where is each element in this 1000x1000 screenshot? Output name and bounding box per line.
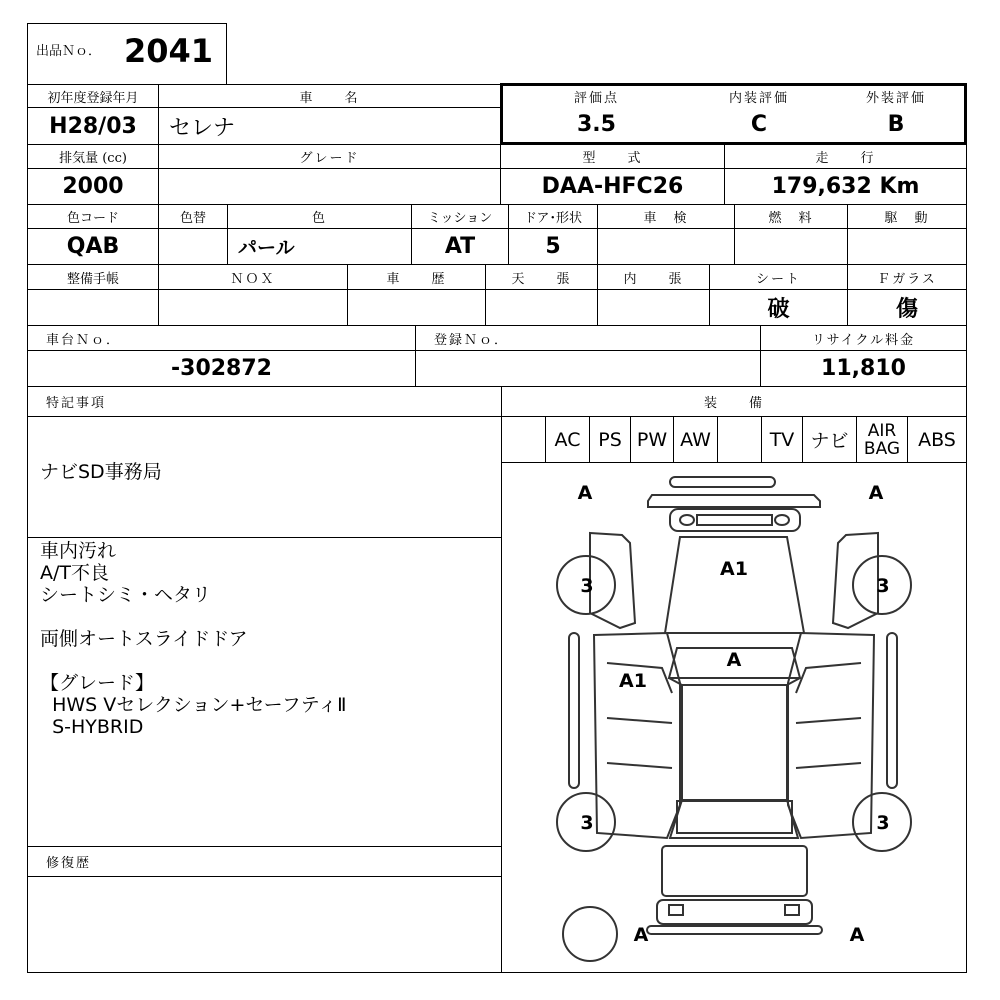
door-label: ドア･形状 <box>508 204 598 229</box>
equipment-label: 装 備 <box>501 386 967 417</box>
grade-label: グレード <box>158 144 501 169</box>
tire-front-left: 3 <box>580 575 594 597</box>
special-notes-label: 特記事項 <box>27 386 502 417</box>
chassis-value: -302872 <box>27 350 416 387</box>
equip-tv: TV <box>761 416 803 463</box>
color-label: 色 <box>227 204 412 229</box>
chassis-label: 車台Ｎｏ． <box>27 325 416 351</box>
color-change-value <box>158 228 228 265</box>
seat-value: 破 <box>709 289 848 326</box>
ceiling-value <box>485 289 598 326</box>
reg-no-label: 登録Ｎｏ． <box>415 325 761 351</box>
mark-roof: A <box>726 649 742 671</box>
mileage-label: 走 行 <box>724 144 967 169</box>
lot-label: 出品Ｎｏ． <box>36 44 102 59</box>
car-name-value: セレナ <box>158 107 501 145</box>
tire-front-right: 3 <box>876 575 890 597</box>
mark-front-left-corner: A <box>577 482 593 504</box>
mission-value: AT <box>411 228 509 265</box>
seat-label: シート <box>709 264 848 290</box>
car-name-label: 車 名 <box>158 84 501 108</box>
recycle-value: 11,810 <box>760 350 967 387</box>
nox-label: ＮＯＸ <box>158 264 348 290</box>
mark-front-right-corner: A <box>868 482 884 504</box>
first-reg-label: 初年度登録年月 <box>27 84 159 108</box>
interior-trim-value <box>597 289 710 326</box>
recycle-label: リサイクル料金 <box>760 325 967 351</box>
score-value: 3.5 <box>503 107 691 142</box>
interior-label: 内装評価 <box>690 86 829 108</box>
color-code-label: 色コード <box>27 204 159 229</box>
inspection-label: 車 検 <box>597 204 735 229</box>
repair-history-value <box>27 876 502 973</box>
lot-number: 2041 <box>124 32 214 70</box>
history-value <box>347 289 486 326</box>
first-reg-value: H28/03 <box>27 107 159 145</box>
equip-aw: AW <box>673 416 718 463</box>
tire-rear-left: 3 <box>580 812 594 834</box>
equip-airbag: AIR BAG <box>856 416 908 463</box>
drive-value <box>847 228 967 265</box>
grade-value <box>158 168 501 205</box>
lot-number-box <box>27 23 227 85</box>
ceiling-label: 天 張 <box>485 264 598 290</box>
drive-label: 駆 動 <box>847 204 967 229</box>
door-value: 5 <box>508 228 598 265</box>
inspection-value <box>597 228 735 265</box>
equip-pw: PW <box>630 416 674 463</box>
fglass-value: 傷 <box>847 289 967 326</box>
color-change-label: 色替 <box>158 204 228 229</box>
fglass-label: Ｆガラス <box>847 264 967 290</box>
repair-history-label: 修復歴 <box>27 846 502 877</box>
model-label: 型 式 <box>500 144 725 169</box>
interior-trim-label: 内 張 <box>597 264 710 290</box>
equip-abs: ABS <box>907 416 967 463</box>
exterior-value: B <box>828 107 964 142</box>
mission-label: ミッション <box>411 204 509 229</box>
maintenance-value <box>27 289 159 326</box>
equip-ps: PS <box>589 416 631 463</box>
reg-no-value <box>415 350 761 387</box>
fuel-value <box>734 228 848 265</box>
mileage-value: 179,632 Km <box>724 168 967 205</box>
special-notes-text: ナビSD事務局 <box>27 416 502 538</box>
remarks-text: 車内汚れ A/T不良 シートシミ・ヘタリ 両側オートスライドドア 【グレード】 HWS Vセレクション+セーフティⅡ S-HYBRID <box>27 537 502 847</box>
exterior-label: 外装評価 <box>828 86 964 108</box>
mark-rear-left-corner: A <box>633 924 649 946</box>
equip-blank-1 <box>501 416 546 463</box>
history-label: 車 歴 <box>347 264 486 290</box>
mark-hood: A1 <box>720 558 748 580</box>
color-code-value: QAB <box>27 228 159 265</box>
fuel-label: 燃 料 <box>734 204 848 229</box>
displacement-label: 排気量 (cc) <box>27 144 159 169</box>
equip-navi: ナビ <box>802 416 857 463</box>
maintenance-label: 整備手帳 <box>27 264 159 290</box>
interior-value: C <box>690 107 829 142</box>
mark-left-side: A1 <box>619 670 647 692</box>
car-diagram <box>502 463 966 972</box>
nox-value <box>158 289 348 326</box>
model-value: DAA-HFC26 <box>500 168 725 205</box>
color-value: パール <box>227 228 412 265</box>
mark-rear-right-corner: A <box>849 924 865 946</box>
car-diagram-panel <box>501 462 967 973</box>
tire-rear-right: 3 <box>876 812 890 834</box>
equip-ac: AC <box>545 416 590 463</box>
displacement-value: 2000 <box>27 168 159 205</box>
equip-blank-2 <box>717 416 762 463</box>
score-label: 評価点 <box>503 86 691 108</box>
